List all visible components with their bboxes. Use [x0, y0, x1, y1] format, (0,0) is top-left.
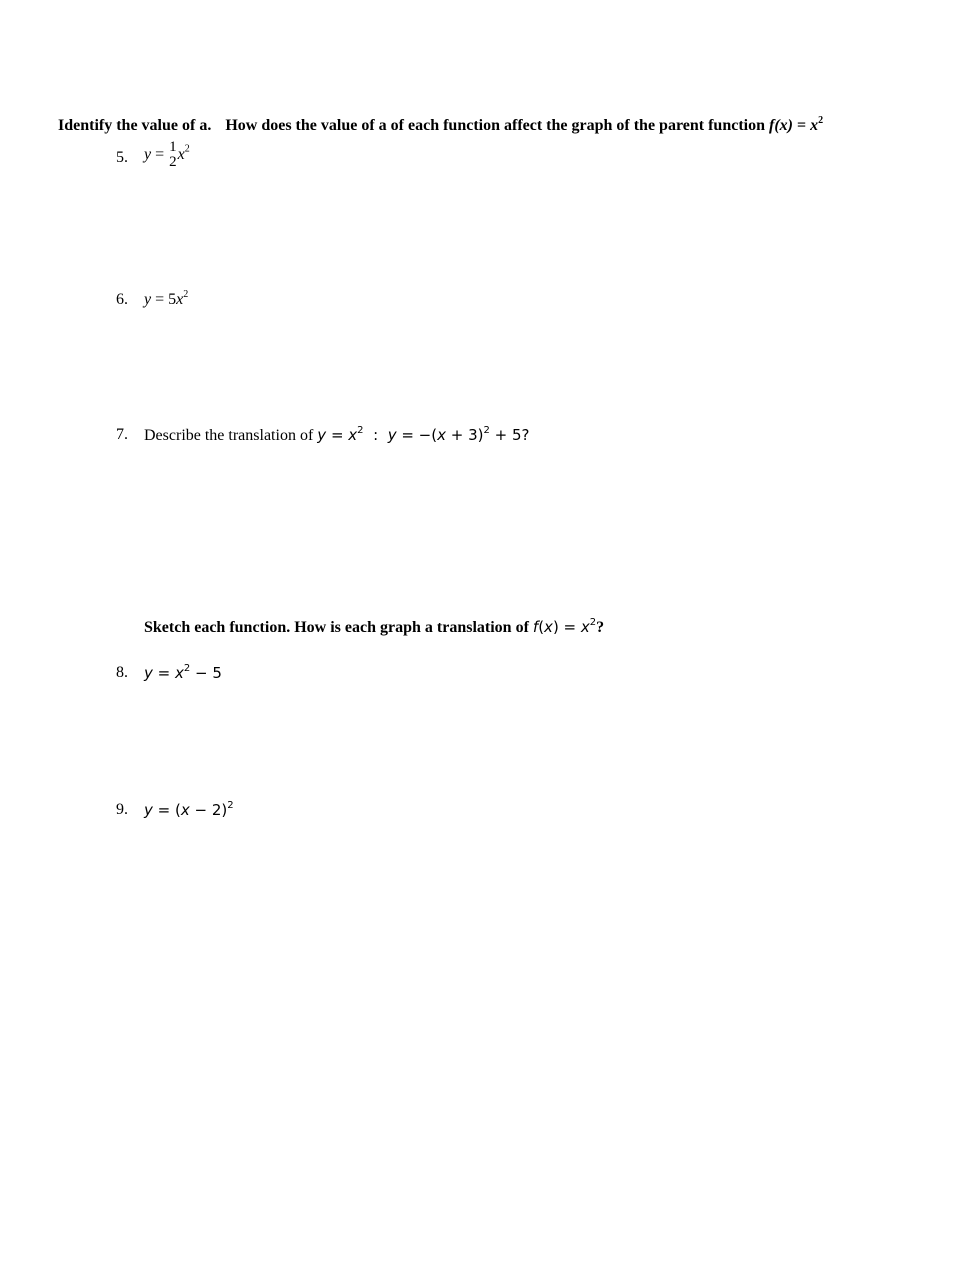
problem-8-y: y [144, 664, 153, 682]
heading-2-func-open: ( [538, 618, 545, 636]
heading-2-end: ? [596, 619, 605, 636]
problem-7-separator: : [363, 426, 388, 444]
heading-2-exp: 2 [589, 617, 597, 628]
problem-9-x: x [180, 801, 190, 819]
problem-7-parent-equation [317, 426, 363, 444]
problem-7-target-y: y [387, 426, 397, 444]
problem-8-eq: = [152, 664, 175, 682]
problem-5-x: x [177, 146, 185, 163]
heading-2-func-close: ) = [552, 618, 581, 636]
problem-5-y: y [144, 146, 152, 163]
heading-1-part2: How does the value of a of each function affect the graph of the parent function [225, 117, 765, 134]
problem-9-number: 9. [116, 801, 128, 818]
problem-8-exp: 2 [183, 663, 191, 674]
problem-9-equation [144, 800, 234, 820]
problem-5-number: 5. [116, 149, 128, 166]
problem-8-equation [144, 663, 222, 683]
heading-2-function [533, 618, 596, 636]
heading-1-func: f(x) [769, 117, 793, 134]
problem-8-number: 8. [116, 664, 128, 681]
problem-6-number: 6. [116, 291, 128, 308]
problem-5-equation [144, 140, 190, 170]
heading-1-var: x [810, 117, 819, 134]
problem-5-fraction [169, 140, 177, 170]
problem-7-target-exp: 2 [483, 425, 490, 436]
problem-5-exp: 2 [184, 143, 190, 155]
problem-8-tail: − 5 [190, 664, 222, 682]
problem-6-y: y [144, 291, 152, 308]
problem-7-statement [144, 425, 529, 446]
problem-5-denominator: 2 [169, 154, 177, 170]
problem-6-rest: = 5 [151, 291, 177, 308]
heading-1-part1: Identify the value of a. [58, 117, 212, 134]
problem-6-x: x [176, 291, 184, 308]
heading-2-func-x: x [544, 618, 553, 636]
problem-7-target-end: + 5? [489, 426, 530, 444]
problem-5-numerator: 1 [169, 139, 177, 155]
problem-6-exp: 2 [183, 289, 189, 300]
problem-7-target-x: x [437, 426, 446, 444]
problem-7-target-mid: = −( [396, 426, 438, 444]
problem-8-x: x [175, 664, 184, 682]
instruction-heading-2 [144, 617, 604, 638]
problem-9-mid: = ( [152, 801, 181, 819]
problem-6-equation [144, 290, 188, 310]
problem-9-tail: − 2) [189, 801, 228, 819]
heading-2-var: x [580, 618, 590, 636]
heading-1-exp: 2 [818, 115, 824, 126]
heading-1-eq: = [792, 117, 811, 134]
problem-7-parent-exp: 2 [357, 425, 364, 436]
instruction-heading-1 [58, 116, 823, 136]
problem-9-exp: 2 [227, 800, 234, 811]
heading-2-func: f [532, 618, 539, 636]
problem-9-y: y [144, 801, 153, 819]
problem-7-target-equation [388, 426, 530, 444]
problem-7-parent-eq: = [326, 426, 349, 444]
problem-5-eq: = [151, 146, 169, 163]
heading-2-text: Sketch each function. How is each graph a translation of [144, 619, 529, 636]
problem-7-parent-y: y [317, 426, 327, 444]
problem-7-target-tail: + 3) [446, 426, 484, 444]
problem-7-parent-x: x [348, 426, 358, 444]
problem-7-text: Describe the translation of [144, 427, 314, 444]
problem-7-number: 7. [116, 426, 128, 443]
